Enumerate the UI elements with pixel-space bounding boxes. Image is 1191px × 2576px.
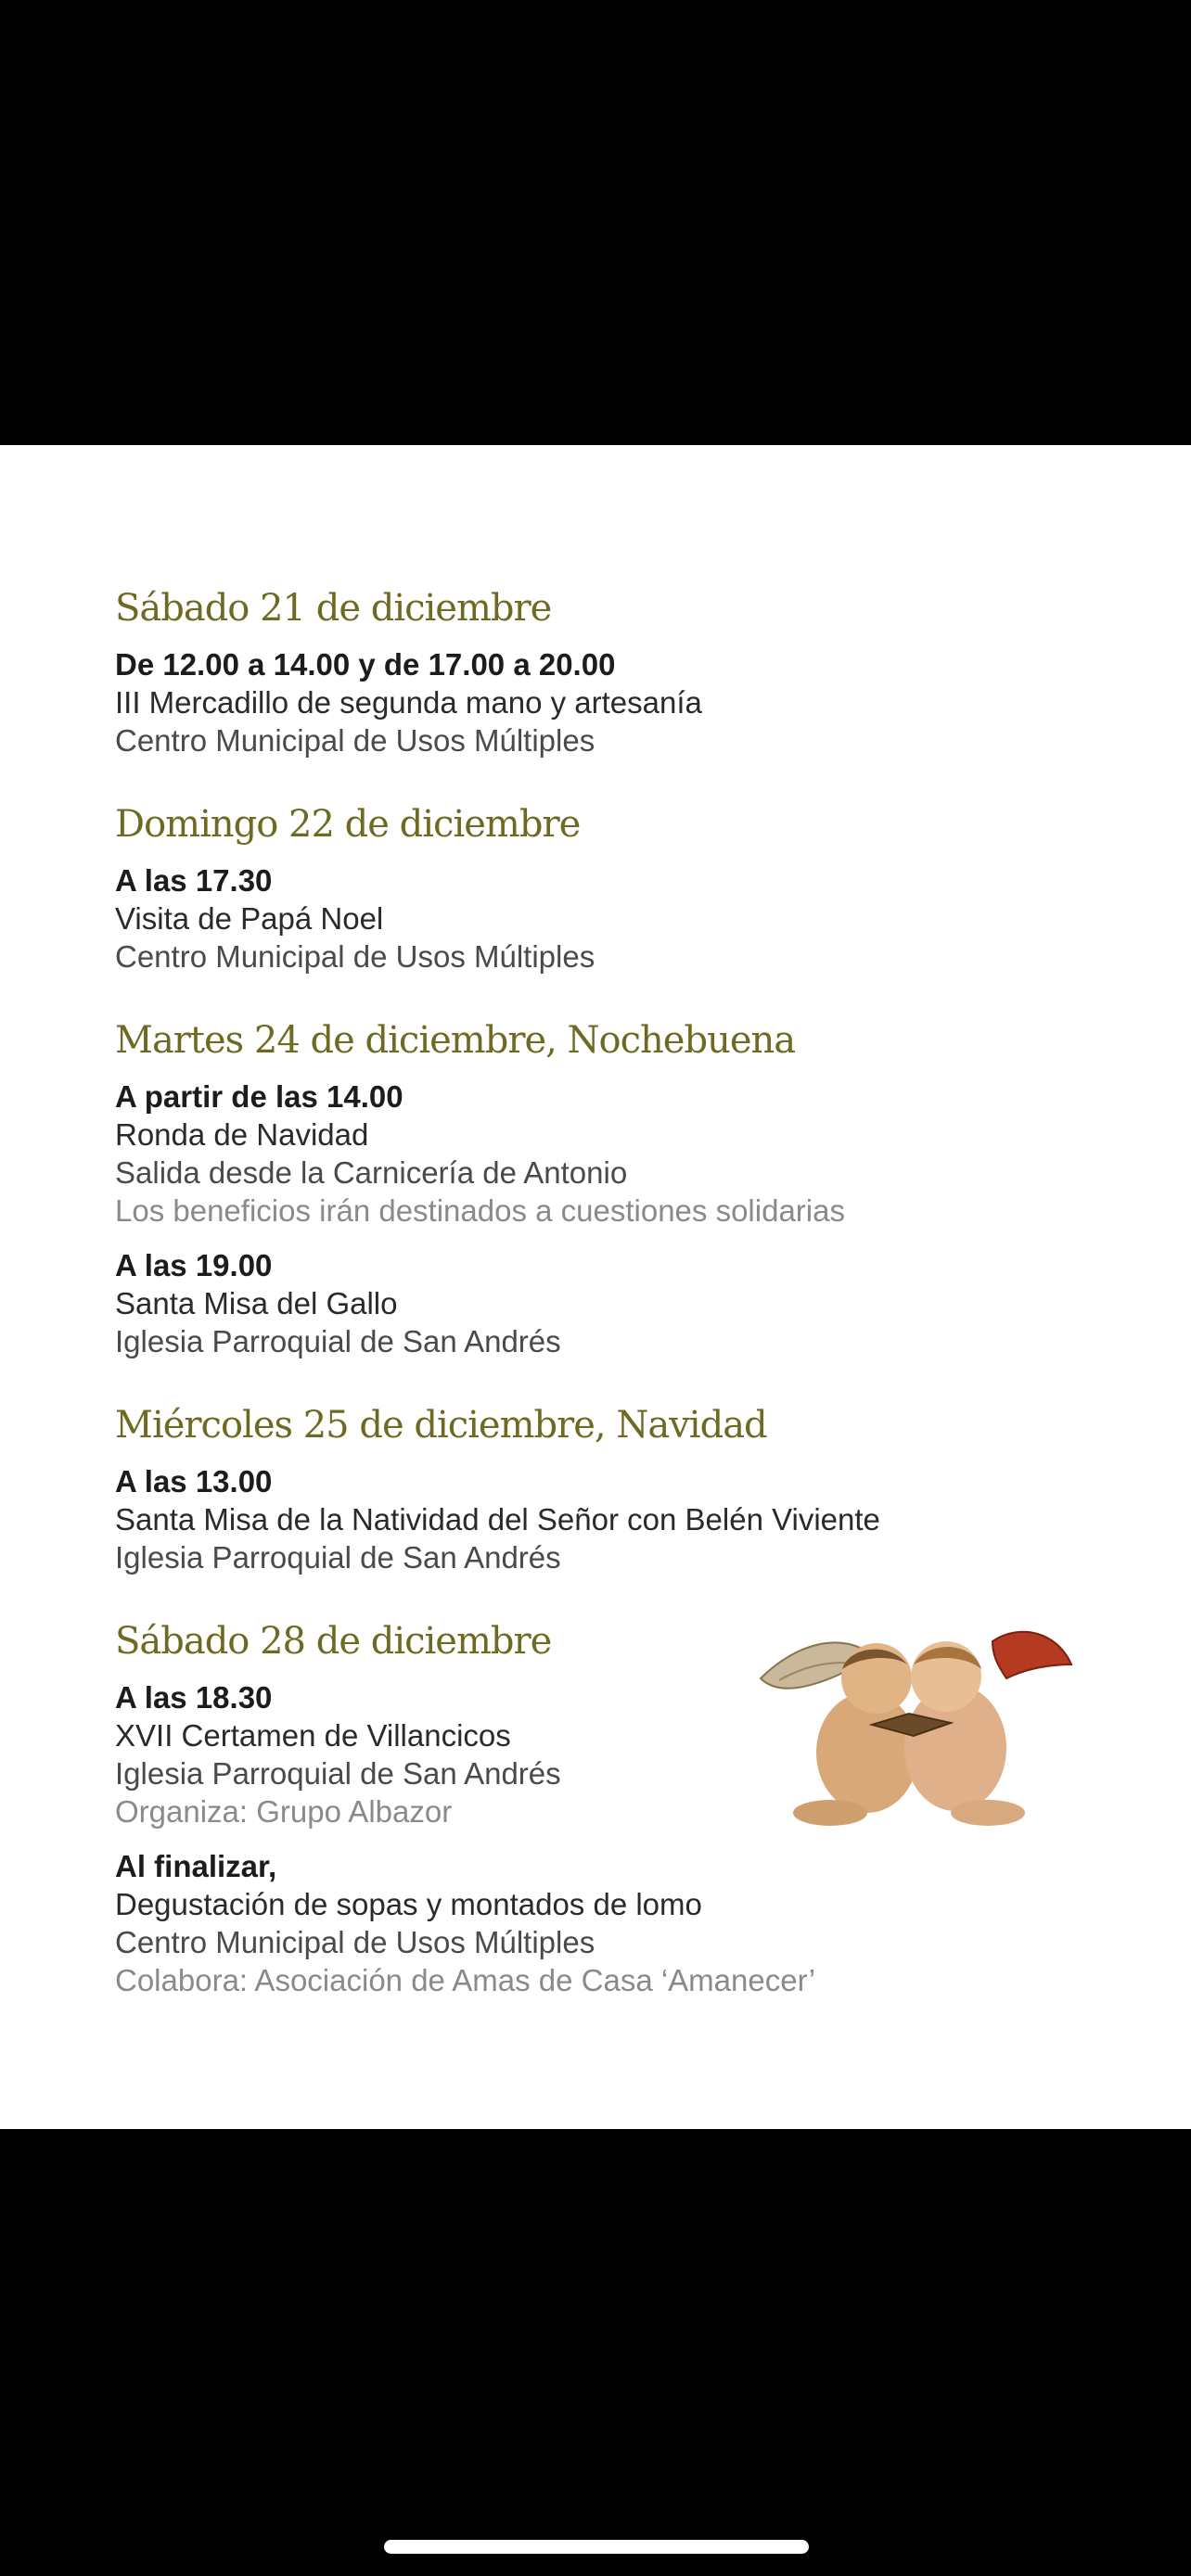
day-heading: Domingo 22 de diciembre bbox=[115, 803, 581, 846]
day-heading: Martes 24 de diciembre, Nochebuena bbox=[115, 1019, 796, 1062]
event-place: Iglesia Parroquial de San Andrés bbox=[115, 1540, 561, 1575]
event-note: Organiza: Grupo Albazor bbox=[115, 1794, 453, 1829]
bottom-black-bar bbox=[0, 2129, 1191, 2576]
event-title: Ronda de Navidad bbox=[115, 1117, 369, 1152]
event-place: Iglesia Parroquial de San Andrés bbox=[115, 1324, 561, 1358]
event-note: Los beneficios irán destinados a cuestiones solidarias bbox=[115, 1193, 845, 1228]
event-title: Santa Misa de la Natividad del Señor con Belén Viviente bbox=[115, 1502, 880, 1537]
event-place: Centro Municipal de Usos Múltiples bbox=[115, 1925, 596, 1959]
event-place: Centro Municipal de Usos Múltiples bbox=[115, 939, 596, 974]
day-heading: Sábado 28 de diciembre bbox=[115, 1620, 552, 1663]
event-time: A las 18.30 bbox=[115, 1680, 273, 1715]
event-note: Colabora: Asociación de Amas de Casa ‘Amanecer’ bbox=[115, 1963, 816, 1997]
event-poster bbox=[0, 445, 1191, 2129]
top-black-bar bbox=[0, 0, 1191, 445]
day-heading: Miércoles 25 de diciembre, Navidad bbox=[115, 1404, 767, 1447]
event-item bbox=[115, 861, 1080, 976]
event-title: III Mercadillo de segunda mano y artesanía bbox=[115, 685, 702, 720]
event-title: Degustación de sopas y montados de lomo bbox=[115, 1887, 702, 1921]
event-place: Centro Municipal de Usos Múltiples bbox=[115, 723, 596, 758]
day-heading: Sábado 21 de diciembre bbox=[115, 587, 552, 630]
event-time: A partir de las 14.00 bbox=[115, 1079, 403, 1114]
cherubs-icon bbox=[742, 1613, 1076, 1836]
event-place: Iglesia Parroquial de San Andrés bbox=[115, 1756, 561, 1791]
day-block bbox=[115, 584, 1080, 759]
home-indicator[interactable] bbox=[384, 2540, 809, 2554]
event-item bbox=[115, 1462, 1080, 1576]
event-place: Salida desde la Carnicería de Antonio bbox=[115, 1155, 628, 1190]
event-time: A las 19.00 bbox=[115, 1248, 273, 1282]
event-title: Santa Misa del Gallo bbox=[115, 1286, 398, 1320]
event-title: XVII Certamen de Villancicos bbox=[115, 1718, 511, 1753]
event-time: A las 17.30 bbox=[115, 863, 273, 898]
event-time: A las 13.00 bbox=[115, 1464, 273, 1498]
day-block bbox=[115, 1401, 1080, 1576]
event-item bbox=[115, 645, 1080, 759]
event-item bbox=[115, 1078, 1080, 1230]
event-time: De 12.00 a 14.00 y de 17.00 a 20.00 bbox=[115, 647, 616, 682]
day-block bbox=[115, 800, 1080, 976]
event-time: Al finalizar, bbox=[115, 1849, 277, 1883]
day-block bbox=[115, 1016, 1080, 1360]
event-title: Visita de Papá Noel bbox=[115, 901, 384, 936]
event-item bbox=[115, 1847, 1080, 1999]
event-item bbox=[115, 1246, 1080, 1360]
